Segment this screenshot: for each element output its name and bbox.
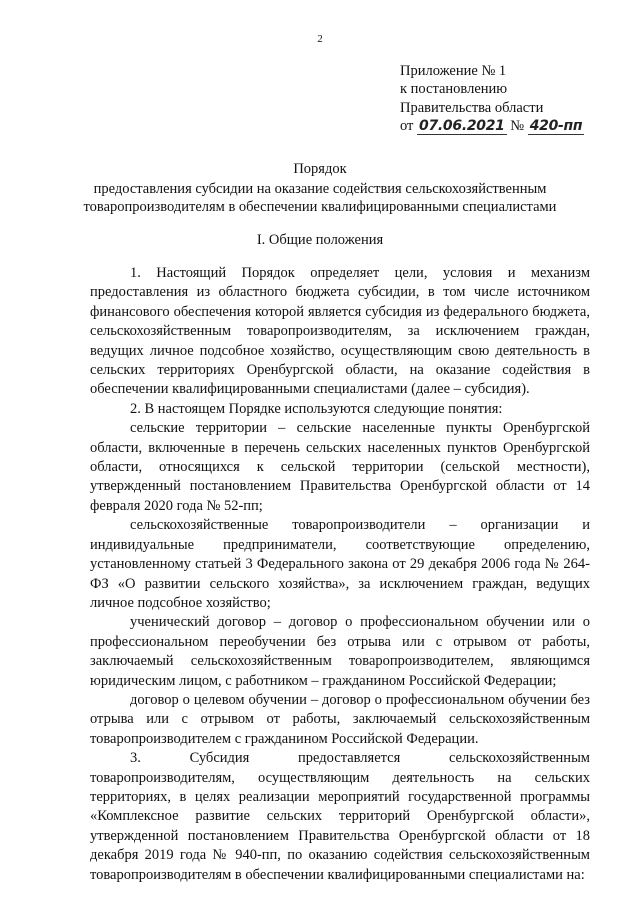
appendix-line-1: Приложение № 1 — [400, 63, 507, 79]
appendix-line-2: к постановлению — [400, 81, 508, 98]
paragraph-1: 1. Настоящий Порядок определяет цели, условия и механизм предоставления из областного бюджета субсидии, в том числе источником финансового обеспечения которой является субсидия из федерального бюджета, сельскохозяйственным товаропроизводителям, за исключением граждан, ведущих личное подсобное хозяйство, осуществляющим свою деятельность в сельских территориях Оренбургской области, на оказание содействия в обеспечении квалифицированными специалистами (далее – субсидия). — [90, 265, 590, 398]
paragraph-definition-rural-territories: сельские территории – сельские населенные пункты Оренбургской области, включенные в перечень сельских населенных пунктов Оренбургской области, относящихся к сельской территории (сельской местности), утвержденный постановлением Правительства Оренбургской области от 14 февраля 2020 года № 52-пп; — [90, 420, 590, 514]
date-prefix: от — [400, 117, 414, 134]
paragraph-definition-producers: сельскохозяйственные товаропроизводители – организации и индивидуальные предприниматели, соответствующие определению, установленному статьей 3 Федерального закона от 29 декабря 2006 года № 264-ФЗ «О развитии сельского хозяйства», за исключением граждан, ведущих личное подсобное хозяйство; — [90, 517, 590, 611]
number-prefix: № — [510, 117, 525, 134]
paragraph-2: 2. В настоящем Порядке используются следующие понятия: — [130, 400, 503, 417]
document-body — [90, 264, 590, 885]
paragraph-definition-targeted-training: договор о целевом обучении – договор о профессиональном обучении без отрыва или с отрывом от работы, заключаемый сельскохозяйственным товаропроизводителем с гражданином Российской Федерации. — [90, 691, 590, 747]
document-title: Порядок — [293, 161, 347, 177]
handwritten-number: 420-пп — [529, 117, 583, 134]
paragraph-3: 3. Субсидия предоставляется сельскохозяйственным товаропроизводителям, осуществляющим деятельность на сельских территориях, в целях реализации мероприятий государственной программы «Комплексное развитие сельских территорий Оренбургской области», утвержденной постановлением Правительства Оренбургской области от 18 декабря 2019 года № 940-пп, по оказанию содействия сельскохозяйственным товаропроизводителям в обеспечении квалифицированными специалистами на: — [90, 750, 590, 883]
appendix-block — [400, 62, 584, 135]
appendix-date-row — [400, 117, 584, 135]
section-heading: I. Общие положения — [256, 232, 384, 248]
handwritten-date: 07.06.2021 — [419, 117, 505, 134]
appendix-line-3: Правительства области — [400, 99, 544, 116]
page-number: 2 — [317, 33, 323, 45]
paragraph-definition-apprenticeship: ученический договор – договор о профессиональном обучении или о профессиональном переобучении без отрыва или с отрывом от работы, заключаемый сельскохозяйственным товаропроизводителем, являющимся юридическим лицом, с работником – гражданином Российской Федерации; — [90, 614, 590, 689]
document-subtitle-line-2: товаропроизводителям в обеспечении квалифицированными специалистами — [83, 199, 557, 215]
document-subtitle-line-1: предоставления субсидии на оказание содействия сельскохозяйственным — [93, 181, 547, 197]
